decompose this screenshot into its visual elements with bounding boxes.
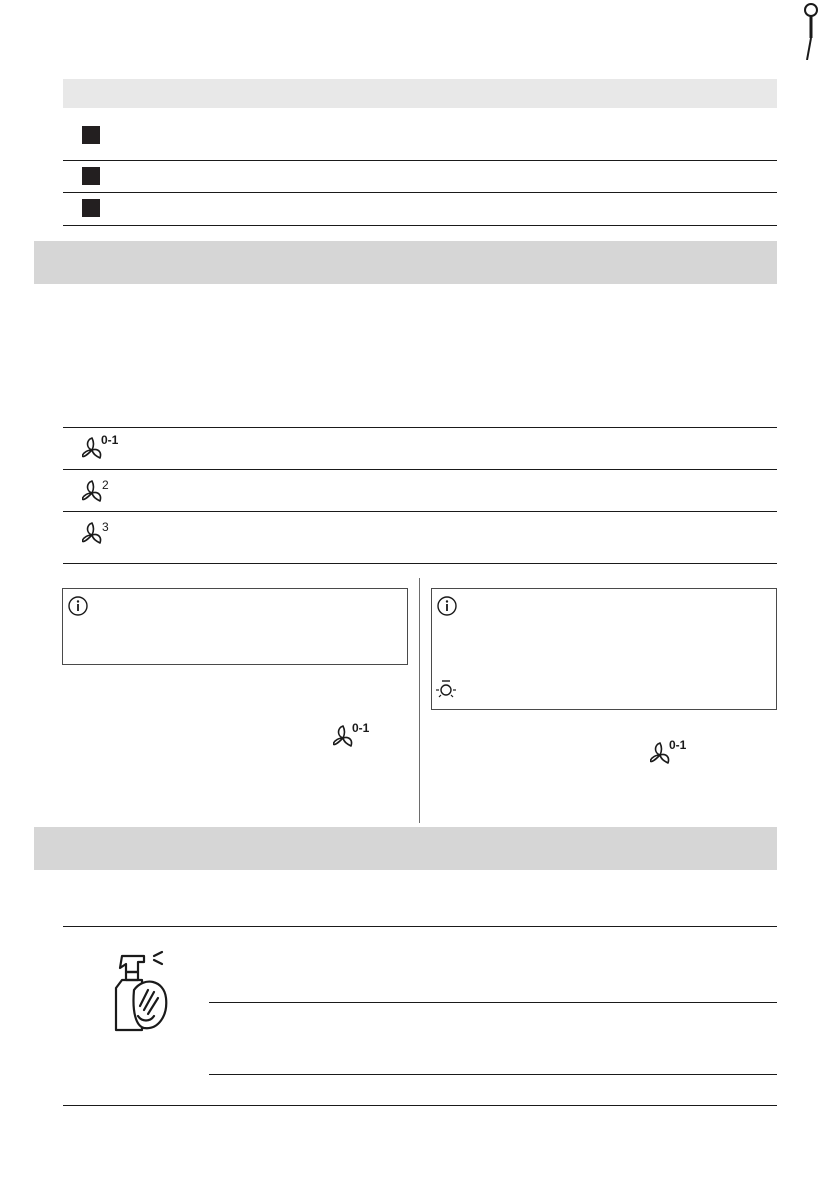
fan-level-superscript: 3 bbox=[102, 520, 109, 534]
section-heading-band bbox=[34, 241, 777, 284]
fan-icon bbox=[650, 739, 696, 767]
info-icon bbox=[437, 596, 457, 616]
info-note-right bbox=[431, 588, 777, 710]
table-header bbox=[63, 79, 777, 108]
table-divider bbox=[209, 1002, 777, 1003]
square-marker-icon bbox=[82, 199, 100, 217]
table-divider bbox=[63, 563, 777, 564]
table-divider bbox=[63, 192, 777, 193]
info-icon bbox=[68, 596, 88, 616]
square-marker-icon bbox=[82, 126, 100, 144]
table-divider bbox=[63, 926, 777, 927]
info-note-left bbox=[62, 588, 408, 665]
column-divider bbox=[419, 578, 420, 823]
table-divider bbox=[63, 469, 777, 470]
table-divider bbox=[209, 1074, 777, 1075]
fan-icon bbox=[82, 519, 128, 547]
table-divider bbox=[63, 1105, 777, 1106]
square-marker-icon bbox=[82, 167, 100, 185]
fan-icon bbox=[82, 477, 128, 505]
section-heading-band bbox=[34, 827, 777, 870]
spray-and-cloth-icon bbox=[108, 950, 168, 1034]
fan-icon bbox=[333, 722, 379, 750]
scissors-icon bbox=[797, 0, 825, 60]
fan-level-superscript: 2 bbox=[102, 478, 109, 492]
fan-level-superscript: 0-1 bbox=[352, 722, 370, 735]
fan-level-superscript: 0-1 bbox=[101, 434, 119, 447]
fan-icon bbox=[82, 434, 128, 462]
table-divider bbox=[63, 160, 777, 161]
table-divider bbox=[63, 225, 777, 226]
fan-level-superscript: 0-1 bbox=[669, 739, 687, 752]
lamp-icon bbox=[435, 679, 457, 701]
table-divider bbox=[63, 427, 777, 428]
table-divider bbox=[63, 511, 777, 512]
